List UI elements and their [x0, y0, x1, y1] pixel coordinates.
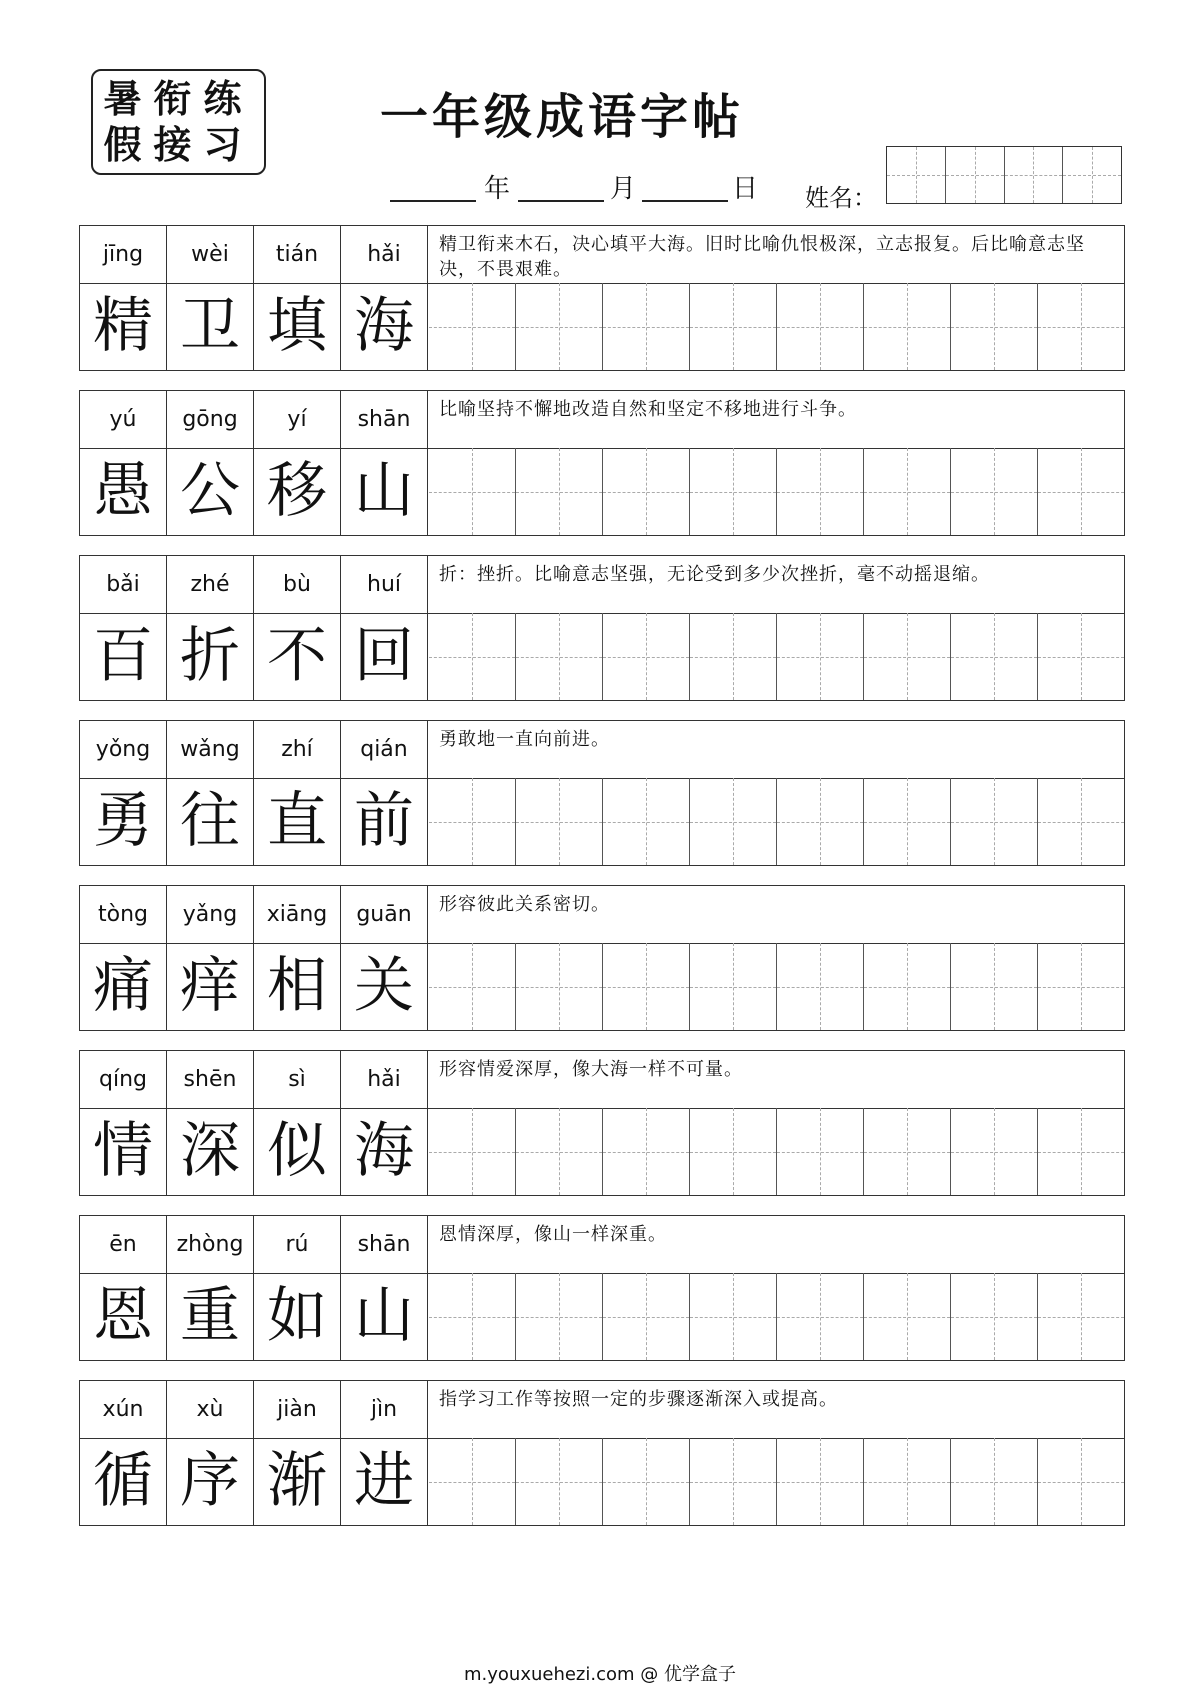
idiom-block	[79, 390, 1125, 536]
practice-cell[interactable]	[1038, 448, 1124, 535]
month-label: 月	[610, 174, 637, 204]
model-character: 循	[80, 1438, 167, 1525]
pinyin-row	[80, 721, 1124, 779]
name-box[interactable]	[946, 147, 1005, 203]
character-row	[80, 613, 1124, 700]
practice-cell[interactable]	[516, 1108, 603, 1195]
practice-cell[interactable]	[951, 613, 1038, 700]
practice-cell[interactable]	[603, 448, 690, 535]
pinyin-cell: wèi	[167, 226, 254, 283]
practice-cell[interactable]	[777, 613, 864, 700]
badge-row-2: 假接习	[103, 122, 254, 167]
pinyin-cell: tòng	[80, 886, 167, 943]
year-label: 年	[484, 174, 511, 204]
badge-row-1: 暑衔练	[103, 76, 254, 121]
pinyin-cell: xù	[167, 1381, 254, 1438]
name-box[interactable]	[1063, 147, 1121, 203]
practice-cell[interactable]	[777, 283, 864, 370]
practice-cell[interactable]	[429, 943, 516, 1030]
practice-cell[interactable]	[864, 448, 951, 535]
pinyin-cell: xún	[80, 1381, 167, 1438]
name-box[interactable]	[887, 147, 946, 203]
character-row	[80, 1273, 1124, 1360]
practice-cell[interactable]	[777, 1273, 864, 1360]
practice-cell[interactable]	[864, 1273, 951, 1360]
day-label: 日	[732, 174, 759, 204]
practice-cell[interactable]	[951, 943, 1038, 1030]
model-character: 卫	[167, 283, 254, 370]
pinyin-cell: huí	[341, 556, 428, 613]
idiom-block	[79, 555, 1125, 701]
pinyin-cell: zhòng	[167, 1216, 254, 1273]
practice-cell[interactable]	[864, 943, 951, 1030]
pinyin-cell: sì	[254, 1051, 341, 1108]
pinyin-cell: bǎi	[80, 556, 167, 613]
pinyin-cell: shēn	[167, 1051, 254, 1108]
practice-cell[interactable]	[690, 778, 777, 865]
pinyin-cell: bù	[254, 556, 341, 613]
practice-cell[interactable]	[864, 283, 951, 370]
practice-cell[interactable]	[603, 1438, 690, 1525]
practice-cell[interactable]	[516, 283, 603, 370]
practice-cell[interactable]	[864, 1438, 951, 1525]
model-character: 不	[254, 613, 341, 700]
practice-grid	[429, 1438, 1124, 1525]
practice-cell[interactable]	[864, 613, 951, 700]
model-character: 恩	[80, 1273, 167, 1360]
practice-cell[interactable]	[516, 613, 603, 700]
model-character: 勇	[80, 778, 167, 865]
model-character: 折	[167, 613, 254, 700]
practice-cell[interactable]	[777, 1108, 864, 1195]
pinyin-cell: yǒng	[80, 721, 167, 778]
practice-cell[interactable]	[603, 1108, 690, 1195]
practice-cell[interactable]	[690, 1108, 777, 1195]
character-row	[80, 1108, 1124, 1195]
practice-cell[interactable]	[516, 778, 603, 865]
practice-cell[interactable]	[951, 778, 1038, 865]
pinyin-cell: qíng	[80, 1051, 167, 1108]
idiom-block	[79, 720, 1125, 866]
model-character: 公	[167, 448, 254, 535]
practice-cell[interactable]	[690, 1273, 777, 1360]
pinyin-cell: zhé	[167, 556, 254, 613]
idiom-meaning: 勇敢地一直向前进。	[439, 729, 610, 750]
practice-cell[interactable]	[1038, 1108, 1124, 1195]
practice-cell[interactable]	[690, 448, 777, 535]
summer-bridge-badge	[91, 69, 266, 175]
practice-grid	[429, 1108, 1124, 1195]
pinyin-cell: jīng	[80, 226, 167, 283]
practice-grid	[429, 778, 1124, 865]
model-character: 直	[254, 778, 341, 865]
practice-cell[interactable]	[777, 1438, 864, 1525]
practice-cell[interactable]	[1038, 1273, 1124, 1360]
character-row	[80, 778, 1124, 865]
practice-cell[interactable]	[951, 1108, 1038, 1195]
practice-cell[interactable]	[951, 448, 1038, 535]
model-character: 似	[254, 1108, 341, 1195]
practice-cell[interactable]	[603, 283, 690, 370]
pinyin-cell: qián	[341, 721, 428, 778]
practice-cell[interactable]	[429, 283, 516, 370]
model-character: 填	[254, 283, 341, 370]
year-field[interactable]	[390, 200, 476, 202]
idiom-meaning: 形容彼此关系密切。	[439, 894, 610, 915]
pinyin-cell: yí	[254, 391, 341, 448]
character-row	[80, 943, 1124, 1030]
pinyin-row	[80, 1216, 1124, 1274]
practice-cell[interactable]	[690, 943, 777, 1030]
pinyin-cell: hǎi	[341, 226, 428, 283]
pinyin-cell: yú	[80, 391, 167, 448]
pinyin-cell: jiàn	[254, 1381, 341, 1438]
day-field[interactable]	[642, 200, 728, 202]
practice-cell[interactable]	[516, 943, 603, 1030]
practice-cell[interactable]	[1038, 613, 1124, 700]
pinyin-cell: rú	[254, 1216, 341, 1273]
pinyin-cell: shān	[341, 1216, 428, 1273]
idiom-block	[79, 1050, 1125, 1196]
character-row	[80, 448, 1124, 535]
model-character: 痛	[80, 943, 167, 1030]
practice-cell[interactable]	[777, 943, 864, 1030]
practice-cell[interactable]	[516, 448, 603, 535]
model-character: 情	[80, 1108, 167, 1195]
model-character: 如	[254, 1273, 341, 1360]
name-label: 姓名：	[805, 184, 877, 212]
model-character: 往	[167, 778, 254, 865]
pinyin-row	[80, 391, 1124, 449]
model-character: 回	[341, 613, 428, 700]
practice-cell[interactable]	[603, 613, 690, 700]
pinyin-cell: ēn	[80, 1216, 167, 1273]
model-character: 海	[341, 1108, 428, 1195]
practice-cell[interactable]	[429, 613, 516, 700]
idiom-block	[79, 885, 1125, 1031]
practice-cell[interactable]	[429, 1108, 516, 1195]
idiom-meaning: 恩情深厚，像山一样深重。	[439, 1224, 667, 1245]
practice-cell[interactable]	[951, 283, 1038, 370]
pinyin-row	[80, 886, 1124, 944]
pinyin-row	[80, 1381, 1124, 1439]
practice-cell[interactable]	[951, 1438, 1038, 1525]
model-character: 海	[341, 283, 428, 370]
practice-grid	[429, 448, 1124, 535]
practice-cell[interactable]	[864, 1108, 951, 1195]
practice-cell[interactable]	[1038, 778, 1124, 865]
character-row	[80, 1438, 1124, 1525]
pinyin-cell: tián	[254, 226, 341, 283]
model-character: 渐	[254, 1438, 341, 1525]
practice-cell[interactable]	[516, 1273, 603, 1360]
practice-cell[interactable]	[690, 1438, 777, 1525]
practice-cell[interactable]	[690, 283, 777, 370]
idiom-meaning: 指学习工作等按照一定的步骤逐渐深入或提高。	[439, 1389, 838, 1410]
pinyin-cell: hǎi	[341, 1051, 428, 1108]
practice-cell[interactable]	[777, 778, 864, 865]
idiom-meaning: 精卫衔来木石，决心填平大海。旧时比喻仇恨极深，立志报复。后比喻意志坚决，不畏艰难。	[439, 234, 1085, 280]
practice-cell[interactable]	[1038, 1438, 1124, 1525]
pinyin-cell: jìn	[341, 1381, 428, 1438]
model-character: 愚	[80, 448, 167, 535]
pinyin-cell: yǎng	[167, 886, 254, 943]
practice-cell[interactable]	[1038, 943, 1124, 1030]
idiom-block	[79, 1380, 1125, 1526]
pinyin-cell: xiāng	[254, 886, 341, 943]
model-character: 关	[341, 943, 428, 1030]
idiom-meaning: 比喻坚持不懈地改造自然和坚定不移地进行斗争。	[439, 399, 857, 420]
practice-cell[interactable]	[429, 448, 516, 535]
pinyin-cell: gōng	[167, 391, 254, 448]
character-row	[80, 283, 1124, 370]
practice-cell[interactable]	[951, 1273, 1038, 1360]
practice-cell[interactable]	[777, 448, 864, 535]
pinyin-cell: zhí	[254, 721, 341, 778]
practice-grid	[429, 613, 1124, 700]
practice-cell[interactable]	[1038, 283, 1124, 370]
idiom-meaning: 折：挫折。比喻意志坚强，无论受到多少次挫折，毫不动摇退缩。	[439, 564, 990, 585]
model-character: 百	[80, 613, 167, 700]
pinyin-cell: shān	[341, 391, 428, 448]
pinyin-row	[80, 1051, 1124, 1109]
practice-grid	[429, 943, 1124, 1030]
practice-cell[interactable]	[429, 1273, 516, 1360]
model-character: 山	[341, 448, 428, 535]
idiom-meaning: 形容情爱深厚，像大海一样不可量。	[439, 1059, 743, 1080]
practice-cell[interactable]	[429, 1438, 516, 1525]
model-character: 序	[167, 1438, 254, 1525]
model-character: 前	[341, 778, 428, 865]
page-title: 一年级成语字帖	[380, 89, 745, 145]
model-character: 山	[341, 1273, 428, 1360]
footer-source: m.youxuehezi.com @ 优学盒子	[463, 1664, 736, 1685]
name-box[interactable]	[1005, 147, 1064, 203]
practice-cell[interactable]	[690, 613, 777, 700]
model-character: 相	[254, 943, 341, 1030]
month-field[interactable]	[518, 200, 604, 202]
practice-cell[interactable]	[603, 1273, 690, 1360]
model-character: 移	[254, 448, 341, 535]
idiom-block	[79, 225, 1125, 371]
model-character: 重	[167, 1273, 254, 1360]
idiom-block	[79, 1215, 1125, 1361]
practice-cell[interactable]	[429, 778, 516, 865]
practice-cell[interactable]	[603, 943, 690, 1030]
pinyin-cell: wǎng	[167, 721, 254, 778]
practice-grid	[429, 1273, 1124, 1360]
pinyin-cell: guān	[341, 886, 428, 943]
model-character: 进	[341, 1438, 428, 1525]
model-character: 痒	[167, 943, 254, 1030]
practice-cell[interactable]	[603, 778, 690, 865]
practice-cell[interactable]	[864, 778, 951, 865]
model-character: 精	[80, 283, 167, 370]
pinyin-row	[80, 556, 1124, 614]
practice-cell[interactable]	[516, 1438, 603, 1525]
model-character: 深	[167, 1108, 254, 1195]
pinyin-row	[80, 226, 1124, 284]
name-boxes[interactable]	[886, 146, 1122, 204]
practice-grid	[429, 283, 1124, 370]
